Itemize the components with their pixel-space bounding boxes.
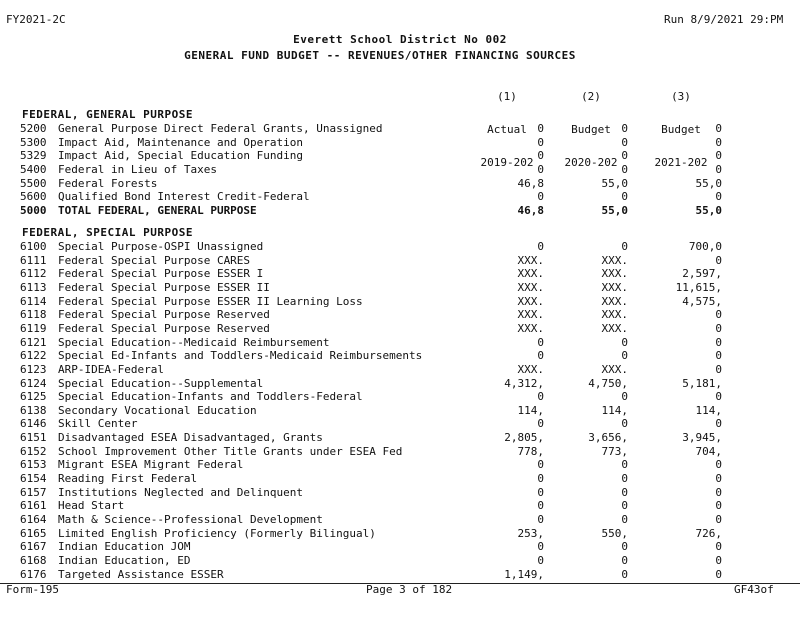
actual-value: 0 — [537, 240, 544, 253]
account-code: 6176 — [20, 567, 47, 581]
account-code: 6112 — [20, 267, 47, 281]
account-row — [20, 390, 740, 403]
account-row — [20, 163, 740, 176]
column-label: Actual — [487, 123, 527, 136]
account-row — [20, 177, 740, 190]
budget-prior-value: XXX. — [601, 308, 628, 322]
account-code: 6124 — [20, 376, 47, 390]
actual-value: 0 — [537, 540, 544, 554]
budget-current-value: 2,597, — [682, 267, 722, 281]
account-description: Institutions Neglected and Delinquent — [58, 485, 304, 499]
account-code: 6167 — [20, 540, 47, 554]
budget-prior-value: 3,656, — [588, 431, 628, 445]
account-description: Federal Special Purpose Reserved — [58, 308, 270, 322]
account-row — [20, 363, 740, 376]
account-row — [20, 472, 740, 485]
budget-prior-value: XXX. — [601, 294, 628, 308]
budget-current-value: 0 — [715, 362, 722, 376]
account-description: Limited English Proficiency (Formerly Bilingual) — [58, 526, 376, 540]
budget-prior-value: XXX. — [601, 362, 628, 376]
budget-prior-value: 0 — [621, 190, 628, 204]
budget-current-value: 0 — [715, 149, 722, 163]
column-number: (1) — [497, 90, 517, 103]
account-code: 5600 — [20, 190, 47, 204]
account-code: 6125 — [20, 390, 47, 404]
account-description: Indian Education JOM — [58, 540, 191, 554]
budget-prior-value: 0 — [621, 240, 628, 253]
account-description: Reading First Federal — [58, 472, 198, 486]
total-row — [20, 204, 740, 217]
column-label: Budget — [571, 123, 611, 136]
budget-prior-value: 0 — [621, 162, 628, 176]
account-code: 6161 — [20, 499, 47, 513]
account-row — [20, 240, 740, 253]
account-row — [20, 527, 740, 540]
column-label: Budget — [661, 123, 701, 136]
account-row — [20, 122, 740, 135]
actual-value: 0 — [537, 513, 544, 526]
account-row — [20, 458, 740, 471]
account-code: 5329 — [20, 149, 47, 163]
budget-current-value: 0 — [715, 553, 722, 567]
budget-current-value: 0 — [715, 472, 722, 486]
actual-value: 114, — [517, 403, 544, 417]
actual-value: 253, — [517, 526, 544, 540]
budget-prior-value: 0 — [621, 335, 628, 349]
account-description: Secondary Vocational Education — [58, 403, 257, 417]
actual-value: 4,312, — [504, 376, 544, 390]
actual-value: 0 — [537, 458, 544, 472]
account-row — [20, 499, 740, 512]
budget-prior-value: 0 — [621, 513, 628, 526]
account-row — [20, 254, 740, 267]
account-code: 6151 — [20, 431, 47, 445]
column-year: 2019-202 — [480, 156, 534, 169]
budget-current-value: 0 — [715, 417, 722, 431]
actual-value: 0 — [537, 135, 544, 149]
budget-prior-value: 0 — [621, 149, 628, 163]
budget-prior-value: 0 — [621, 499, 628, 513]
account-code: 5300 — [20, 135, 47, 149]
account-description: Qualified Bond Interest Credit-Federal — [58, 190, 310, 204]
budget-prior-value: 0 — [621, 567, 628, 581]
actual-value: XXX. — [517, 294, 544, 308]
actual-value: XXX. — [517, 362, 544, 376]
account-description: Indian Education, ED — [58, 553, 191, 567]
actual-value: 46,8 — [517, 203, 544, 217]
budget-prior-value: 0 — [621, 553, 628, 567]
actual-value: 0 — [537, 553, 544, 567]
budget-current-value: 0 — [715, 321, 722, 335]
account-description: Migrant ESEA Migrant Federal — [58, 458, 244, 472]
budget-prior-value: 0 — [621, 485, 628, 499]
account-description: Federal Special Purpose CARES — [58, 253, 251, 267]
actual-value: XXX. — [517, 253, 544, 267]
account-description: Targeted Assistance ESSER — [58, 567, 224, 581]
account-description: Special Education--Medicaid Reimbursement — [58, 335, 330, 349]
report-title: Everett School District No 002 — [293, 33, 507, 46]
budget-current-value: 726, — [695, 526, 722, 540]
budget-prior-value: 4,750, — [588, 376, 628, 390]
budget-current-value: 0 — [715, 513, 722, 526]
budget-current-value: 0 — [715, 567, 722, 581]
budget-current-value: 0 — [715, 308, 722, 322]
budget-prior-value: 114, — [601, 403, 628, 417]
column-year: 2021-202 — [654, 156, 708, 169]
account-code: 6118 — [20, 308, 47, 322]
budget-current-value: 0 — [715, 335, 722, 349]
account-code: 6154 — [20, 472, 47, 486]
budget-prior-value: 0 — [621, 349, 628, 363]
actual-value: 2,805, — [504, 431, 544, 445]
actual-value: 0 — [537, 390, 544, 404]
account-row — [20, 295, 740, 308]
account-description: Special Purpose-OSPI Unassigned — [58, 240, 264, 253]
budget-current-value: 0 — [715, 135, 722, 149]
account-code: 6119 — [20, 321, 47, 335]
actual-value: XXX. — [517, 280, 544, 294]
budget-prior-value: XXX. — [601, 253, 628, 267]
account-row — [20, 513, 740, 526]
budget-current-value: 0 — [715, 390, 722, 404]
column-year: 2020-202 — [564, 156, 618, 169]
actual-value: 0 — [537, 485, 544, 499]
account-row — [20, 486, 740, 499]
account-row — [20, 445, 740, 458]
budget-current-value: 114, — [695, 403, 722, 417]
account-description: School Improvement Other Title Grants under ESEA Fed — [58, 444, 403, 458]
actual-value: 0 — [537, 417, 544, 431]
page-number: Page 3 of 182 — [366, 583, 453, 596]
account-row — [20, 431, 740, 444]
account-code: 6164 — [20, 513, 47, 526]
budget-prior-value: XXX. — [601, 267, 628, 281]
actual-value: 0 — [537, 472, 544, 486]
account-code: 5400 — [20, 162, 47, 176]
budget-prior-value: 0 — [621, 135, 628, 149]
budget-prior-value: XXX. — [601, 280, 628, 294]
actual-value: 1,149, — [504, 567, 544, 581]
budget-current-value: 5,181, — [682, 376, 722, 390]
budget-current-value: 0 — [715, 485, 722, 499]
account-description: Head Start — [58, 499, 125, 513]
account-code: 5500 — [20, 176, 47, 190]
account-description: Federal Special Purpose ESSER II Learning Loss — [58, 294, 363, 308]
account-row — [20, 322, 740, 335]
account-row — [20, 190, 740, 203]
account-description: Disadvantaged ESEA Disadvantaged, Grants — [58, 431, 323, 445]
budget-prior-value: 0 — [621, 540, 628, 554]
budget-prior-value: 55,0 — [601, 203, 628, 217]
account-code: 6168 — [20, 553, 47, 567]
account-description: Federal Special Purpose ESSER II — [58, 280, 270, 294]
account-description: General Purpose Direct Federal Grants, Unassigned — [58, 122, 383, 135]
budget-prior-value: 55,0 — [601, 176, 628, 190]
budget-current-value: 55,0 — [695, 203, 722, 217]
account-description: Federal in Lieu of Taxes — [58, 162, 217, 176]
account-row — [20, 308, 740, 321]
budget-current-value: 3,945, — [682, 431, 722, 445]
report-subtitle: GENERAL FUND BUDGET -- REVENUES/OTHER FINANCING SOURCES — [184, 49, 576, 62]
account-row — [20, 267, 740, 280]
account-description: Math & Science--Professional Development — [58, 513, 323, 526]
report-run-date: Run 8/9/2021 29:PM — [664, 13, 784, 26]
actual-value: 0 — [537, 122, 544, 135]
account-description: Special Education-Infants and Toddlers-Federal — [58, 390, 363, 404]
account-row — [20, 349, 740, 362]
section-heading: FEDERAL, GENERAL PURPOSE — [22, 108, 193, 121]
account-description: ARP-IDEA-Federal — [58, 362, 164, 376]
account-row — [20, 336, 740, 349]
actual-value: 0 — [537, 149, 544, 163]
actual-value: XXX. — [517, 267, 544, 281]
budget-prior-value: 0 — [621, 458, 628, 472]
account-code: 6114 — [20, 294, 47, 308]
account-row — [20, 149, 740, 162]
budget-current-value: 0 — [715, 122, 722, 135]
budget-current-value: 704, — [695, 444, 722, 458]
budget-current-value: 11,615, — [675, 280, 722, 294]
account-description: Special Education--Supplemental — [58, 376, 264, 390]
budget-current-value: 0 — [715, 190, 722, 204]
account-row — [20, 417, 740, 430]
actual-value: XXX. — [517, 308, 544, 322]
account-description: Federal Special Purpose Reserved — [58, 321, 270, 335]
form-number: Form-195 — [6, 583, 59, 596]
account-code: 6121 — [20, 335, 47, 349]
account-row — [20, 540, 740, 553]
actual-value: 0 — [537, 162, 544, 176]
budget-current-value: 700,0 — [688, 240, 722, 253]
column-number: (3) — [671, 90, 691, 103]
actual-value: 0 — [537, 190, 544, 204]
account-row — [20, 136, 740, 149]
budget-current-value: 0 — [715, 540, 722, 554]
account-description: Impact Aid, Maintenance and Operation — [58, 135, 304, 149]
account-row — [20, 404, 740, 417]
section-heading: FEDERAL, SPECIAL PURPOSE — [22, 226, 193, 239]
account-code: 6152 — [20, 444, 47, 458]
account-code: 6113 — [20, 280, 47, 294]
account-code: 6123 — [20, 362, 47, 376]
report-fiscal-year: FY2021-2C — [6, 13, 66, 26]
budget-current-value: 0 — [715, 349, 722, 363]
budget-prior-value: XXX. — [601, 321, 628, 335]
account-row — [20, 554, 740, 567]
actual-value: 0 — [537, 349, 544, 363]
column-number: (2) — [581, 90, 601, 103]
account-row — [20, 377, 740, 390]
account-code: 5000 — [20, 203, 47, 217]
actual-value: 0 — [537, 335, 544, 349]
budget-current-value: 0 — [715, 499, 722, 513]
actual-value: 778, — [517, 444, 544, 458]
account-code: 6157 — [20, 485, 47, 499]
account-code: 6100 — [20, 240, 47, 253]
account-code: 6122 — [20, 349, 47, 363]
budget-prior-value: 0 — [621, 390, 628, 404]
budget-current-value: 0 — [715, 162, 722, 176]
budget-prior-value: 0 — [621, 472, 628, 486]
budget-current-value: 55,0 — [695, 176, 722, 190]
account-code: 6165 — [20, 526, 47, 540]
account-description: Special Ed-Infants and Toddlers-Medicaid Reimbursements — [58, 349, 423, 363]
budget-current-value: 4,575, — [682, 294, 722, 308]
actual-value: 46,8 — [517, 176, 544, 190]
account-code: 6138 — [20, 403, 47, 417]
account-code: 6153 — [20, 458, 47, 472]
budget-prior-value: 773, — [601, 444, 628, 458]
actual-value: XXX. — [517, 321, 544, 335]
account-description: Federal Special Purpose ESSER I — [58, 267, 264, 281]
account-code: 6146 — [20, 417, 47, 431]
budget-prior-value: 0 — [621, 417, 628, 431]
budget-prior-value: 0 — [621, 122, 628, 135]
form-code: GF43of — [734, 583, 774, 596]
account-description: Skill Center — [58, 417, 138, 431]
budget-current-value: 0 — [715, 253, 722, 267]
account-description: Federal Forests — [58, 176, 158, 190]
budget-current-value: 0 — [715, 458, 722, 472]
account-code: 6111 — [20, 253, 47, 267]
actual-value: 0 — [537, 499, 544, 513]
account-row — [20, 281, 740, 294]
account-description: Impact Aid, Special Education Funding — [58, 149, 304, 163]
account-code: 5200 — [20, 122, 47, 135]
account-description: TOTAL FEDERAL, GENERAL PURPOSE — [58, 203, 257, 217]
account-row — [20, 568, 740, 581]
budget-prior-value: 550, — [601, 526, 628, 540]
